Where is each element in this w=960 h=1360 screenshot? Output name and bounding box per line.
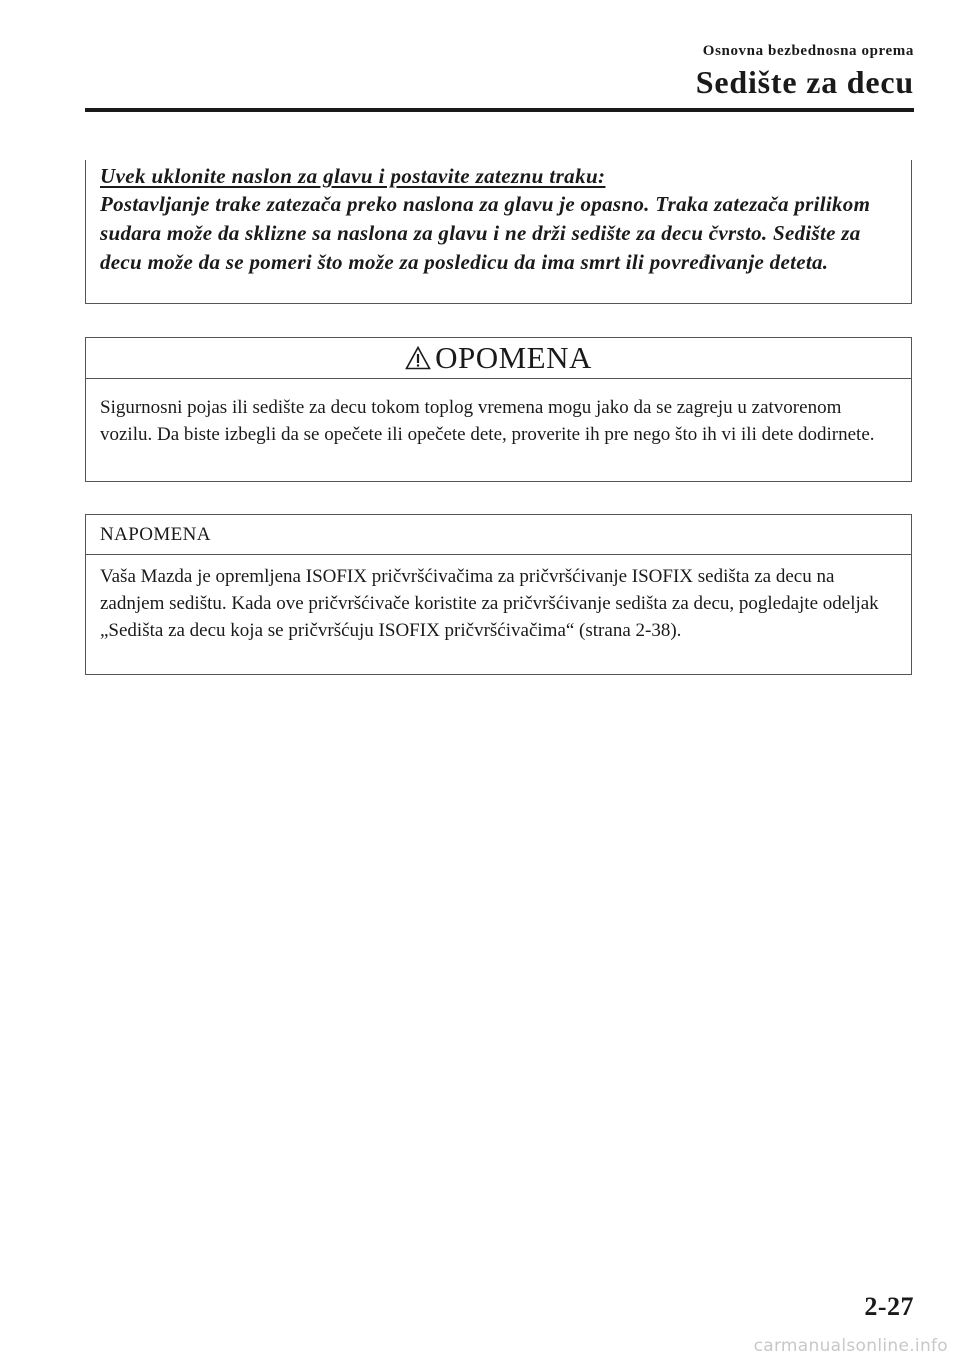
section-name: Osnovna bezbednosna oprema bbox=[702, 43, 914, 59]
caution-box bbox=[85, 337, 912, 482]
caution-header bbox=[86, 338, 911, 379]
note-box bbox=[85, 514, 912, 675]
caution-body: Sigurnosni pojas ili sedište za decu tokom toplog vremena mogu jako da se zagreju u zatvorenom vozilu. Da biste izbegli da se opečete ili opečete dete, proverite ih pre nego što ih vi ili dete dodirnete. bbox=[100, 397, 875, 445]
header-rule bbox=[85, 108, 914, 112]
note-body: Vaša Mazda je opremljena ISOFIX pričvršćivačima za pričvršćivanje ISOFIX sedišta za decu na zadnjem sedištu. Kada ove pričvršćivače koristite za pričvršćivanje sedišta za decu, pogledajte odeljak „Sedišta za decu koja se pričvršćuju ISOFIX pričvršćivačima“ (strana 2-38). bbox=[100, 566, 879, 641]
page-number: 2-27 bbox=[864, 1292, 914, 1321]
warning-body: Postavljanje trake zatezača preko naslona za glavu je opasno. Traka zatezača prilikom sudara može da sklizne sa naslona za glavu i ne drži sedište za decu čvrsto. Sedište za decu može da se pomeri što može za posledicu da ima smrt ili povređivanje deteta. bbox=[100, 192, 871, 274]
page-header bbox=[696, 42, 914, 102]
warning-box bbox=[85, 160, 912, 304]
warning-triangle-icon bbox=[405, 346, 431, 370]
caution-title: OPOMENA bbox=[435, 340, 592, 375]
note-title: NAPOMENA bbox=[86, 515, 911, 555]
page-title: Sedište za decu bbox=[695, 64, 914, 100]
watermark: carmanualsonline.info bbox=[753, 1336, 948, 1356]
warning-heading: Uvek uklonite naslon za glavu i postavite zateznu traku: bbox=[100, 164, 606, 188]
